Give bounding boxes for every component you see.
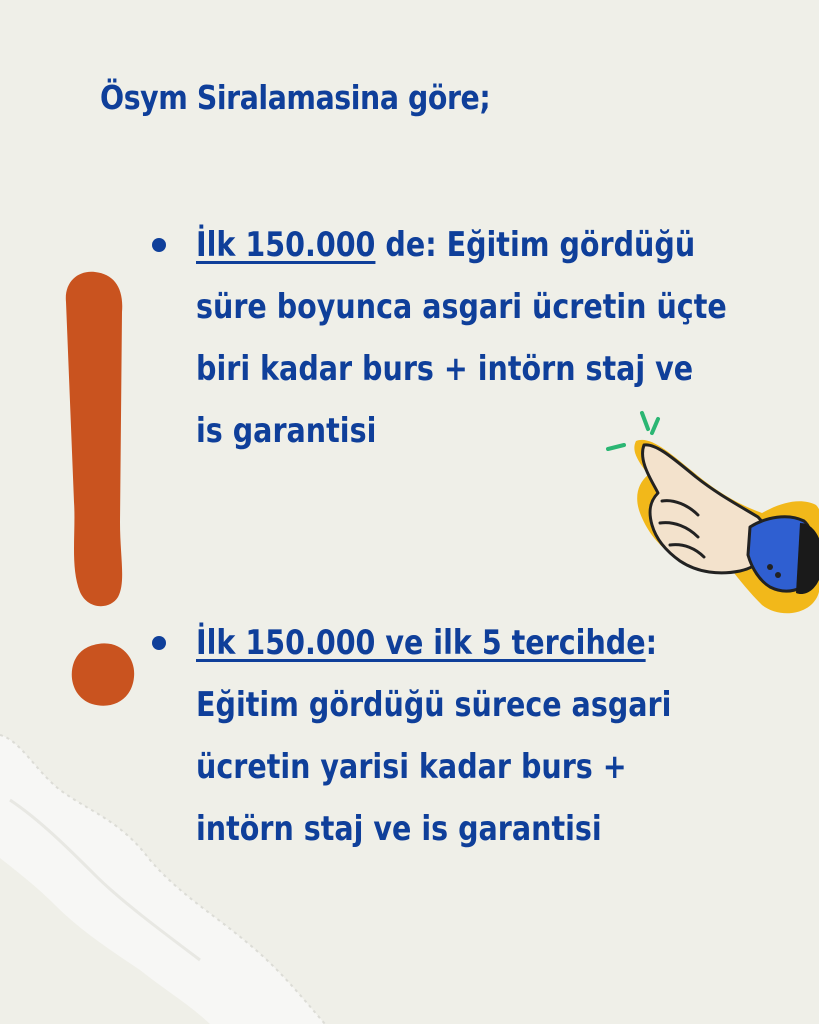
bullet-dot <box>152 636 166 650</box>
exclamation-mark <box>40 262 180 722</box>
bullet-text <box>196 214 784 462</box>
bullet-highlight: İlk 150.000 ve ilk 5 tercihde <box>196 623 646 663</box>
bullet-line: ücretin yarisi kadar burs + <box>196 747 627 787</box>
bullet-text <box>196 612 784 860</box>
bullet-first-line <box>196 214 784 276</box>
bullet-rest: de: Eğitim gördüğü <box>375 225 696 265</box>
bullet-line: biri kadar burs + intörn staj ve <box>196 349 694 389</box>
bullet-line: is garantisi <box>196 411 377 451</box>
bullet-dot <box>152 238 166 252</box>
page-heading: Ösym Siralamasina göre; <box>100 78 491 117</box>
bullet-line: süre boyunca asgari ücretin üçte <box>196 287 727 327</box>
bullet-highlight: İlk 150.000 <box>196 225 376 265</box>
bullet-line: intörn staj ve is garantisi <box>196 809 602 849</box>
bullet-rest: : <box>645 623 658 663</box>
bullet-first-line <box>196 612 784 674</box>
bullet-line: Eğitim gördüğü sürece asgari <box>196 685 672 725</box>
